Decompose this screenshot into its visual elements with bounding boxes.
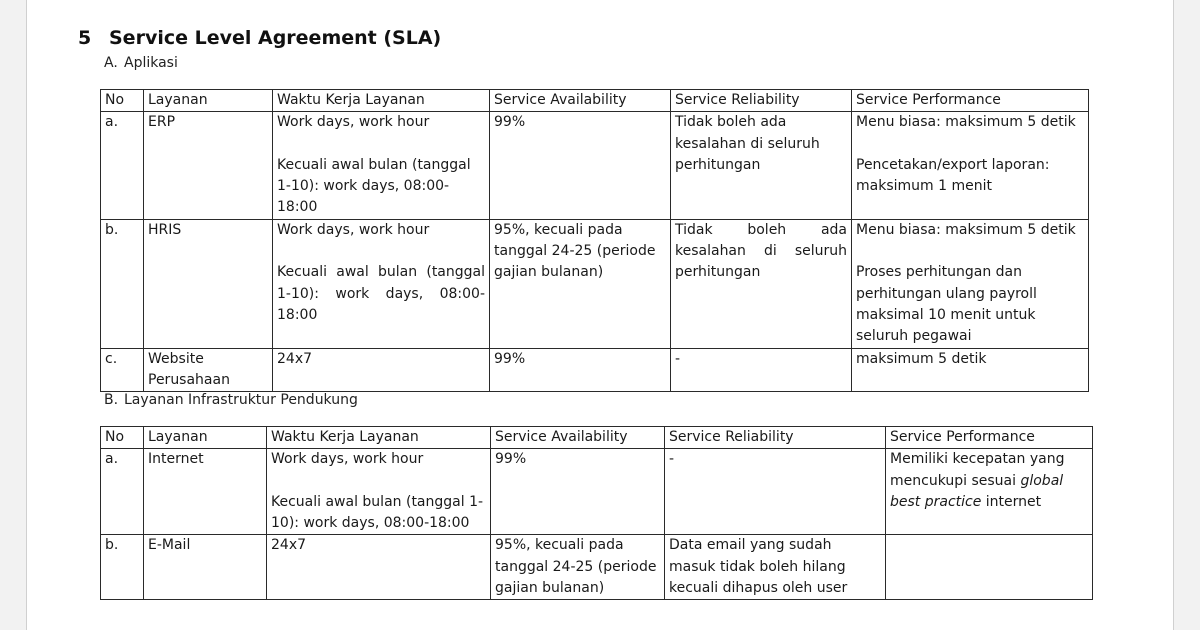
cell-performance: maksimum 5 detik <box>852 348 1089 392</box>
waktu-line-1: Work days, work hour <box>277 114 430 131</box>
performance-text-end: internet <box>981 493 1042 510</box>
cell-reliability: - <box>665 449 886 535</box>
cell-reliability: Data email yang sudah masuk tidak boleh hilang kecuali dihapus oleh user <box>665 535 886 600</box>
cell-waktu <box>273 112 490 219</box>
cell-layanan: E-Mail <box>144 535 267 600</box>
cell-waktu <box>267 449 491 535</box>
table-header-row <box>101 90 1089 112</box>
cell-performance <box>886 449 1093 535</box>
table-header-row <box>101 427 1093 449</box>
cell-waktu: 24x7 <box>273 348 490 392</box>
cell-performance <box>852 219 1089 348</box>
cell-no: b. <box>101 535 144 600</box>
header-availability: Service Availability <box>490 90 671 112</box>
table-row <box>101 112 1089 219</box>
cell-waktu: 24x7 <box>267 535 491 600</box>
table-row <box>101 535 1093 600</box>
cell-performance <box>852 112 1089 219</box>
waktu-line-2: Kecuali awal bulan (tanggal 1-10): work days, 08:00-18:00 <box>271 493 484 532</box>
waktu-line-2: Kecuali awal bulan (tanggal 1-10): work days, 08:00-18:00 <box>277 156 471 216</box>
header-layanan: Layanan <box>144 90 273 112</box>
section-title: Service Level Agreement (SLA) <box>109 27 442 49</box>
header-waktu: Waktu Kerja Layanan <box>273 90 490 112</box>
subsection-title: Layanan Infrastruktur Pendukung <box>124 392 358 408</box>
cell-availability: 95%, kecuali pada tanggal 24-25 (periode gajian bulanan) <box>491 535 665 600</box>
subsection-letter: A. <box>104 55 118 71</box>
cell-reliability: - <box>671 348 852 392</box>
cell-availability: 99% <box>490 112 671 219</box>
header-layanan: Layanan <box>144 427 267 449</box>
header-waktu: Waktu Kerja Layanan <box>267 427 491 449</box>
performance-line-2: Pencetakan/export laporan: maksimum 1 menit <box>856 156 1050 195</box>
header-reliability: Service Reliability <box>671 90 852 112</box>
cell-availability: 95%, kecuali pada tanggal 24-25 (periode gajian bulanan) <box>490 219 671 348</box>
cell-waktu <box>273 219 490 348</box>
header-reliability: Service Reliability <box>665 427 886 449</box>
cell-no: b. <box>101 219 144 348</box>
page-margin-right <box>1173 0 1200 630</box>
subsection-heading-infrastruktur <box>104 392 358 408</box>
cell-performance <box>886 535 1093 600</box>
cell-no: a. <box>101 449 144 535</box>
table-row <box>101 348 1089 392</box>
performance-line-1: Menu biasa: maksimum 5 detik <box>856 221 1076 238</box>
sla-table-aplikasi <box>100 89 1089 392</box>
waktu-line-1: Work days, work hour <box>271 451 424 468</box>
subsection-letter: B. <box>104 392 119 408</box>
performance-line-1: Menu biasa: maksimum 5 detik <box>856 114 1076 131</box>
cell-layanan: Internet <box>144 449 267 535</box>
table-row <box>101 449 1093 535</box>
performance-line-2: Proses perhitungan dan perhitungan ulang payroll maksimal 10 menit untuk seluruh pegawai <box>856 264 1037 345</box>
section-heading <box>78 27 441 49</box>
performance-text: Memiliki kecepatan yang mencukupi sesuai <box>890 451 1065 489</box>
page-margin-left <box>0 0 27 630</box>
header-performance: Service Performance <box>852 90 1089 112</box>
cell-reliability: Tidak boleh ada kesalahan di seluruh perhitungan <box>671 219 852 348</box>
cell-layanan: HRIS <box>144 219 273 348</box>
performance-emphasis: global best practice <box>890 472 1064 510</box>
cell-availability: 99% <box>490 348 671 392</box>
section-number: 5 <box>78 27 92 49</box>
header-no: No <box>101 427 144 449</box>
header-no: No <box>101 90 144 112</box>
table-row <box>101 219 1089 348</box>
cell-no: c. <box>101 348 144 392</box>
sla-table-infrastruktur <box>100 426 1093 600</box>
cell-reliability: Tidak boleh ada kesalahan di seluruh perhitungan <box>671 112 852 219</box>
cell-availability: 99% <box>491 449 665 535</box>
cell-no: a. <box>101 112 144 219</box>
subsection-heading-aplikasi <box>104 55 178 71</box>
subsection-title: Aplikasi <box>124 55 178 71</box>
header-performance: Service Performance <box>886 427 1093 449</box>
waktu-line-1: Work days, work hour <box>277 221 430 238</box>
waktu-line-2: Kecuali awal bulan (tanggal 1-10): work days, 08:00-18:00 <box>277 264 485 323</box>
cell-layanan: Website Perusahaan <box>144 348 273 392</box>
cell-layanan: ERP <box>144 112 273 219</box>
header-availability: Service Availability <box>491 427 665 449</box>
